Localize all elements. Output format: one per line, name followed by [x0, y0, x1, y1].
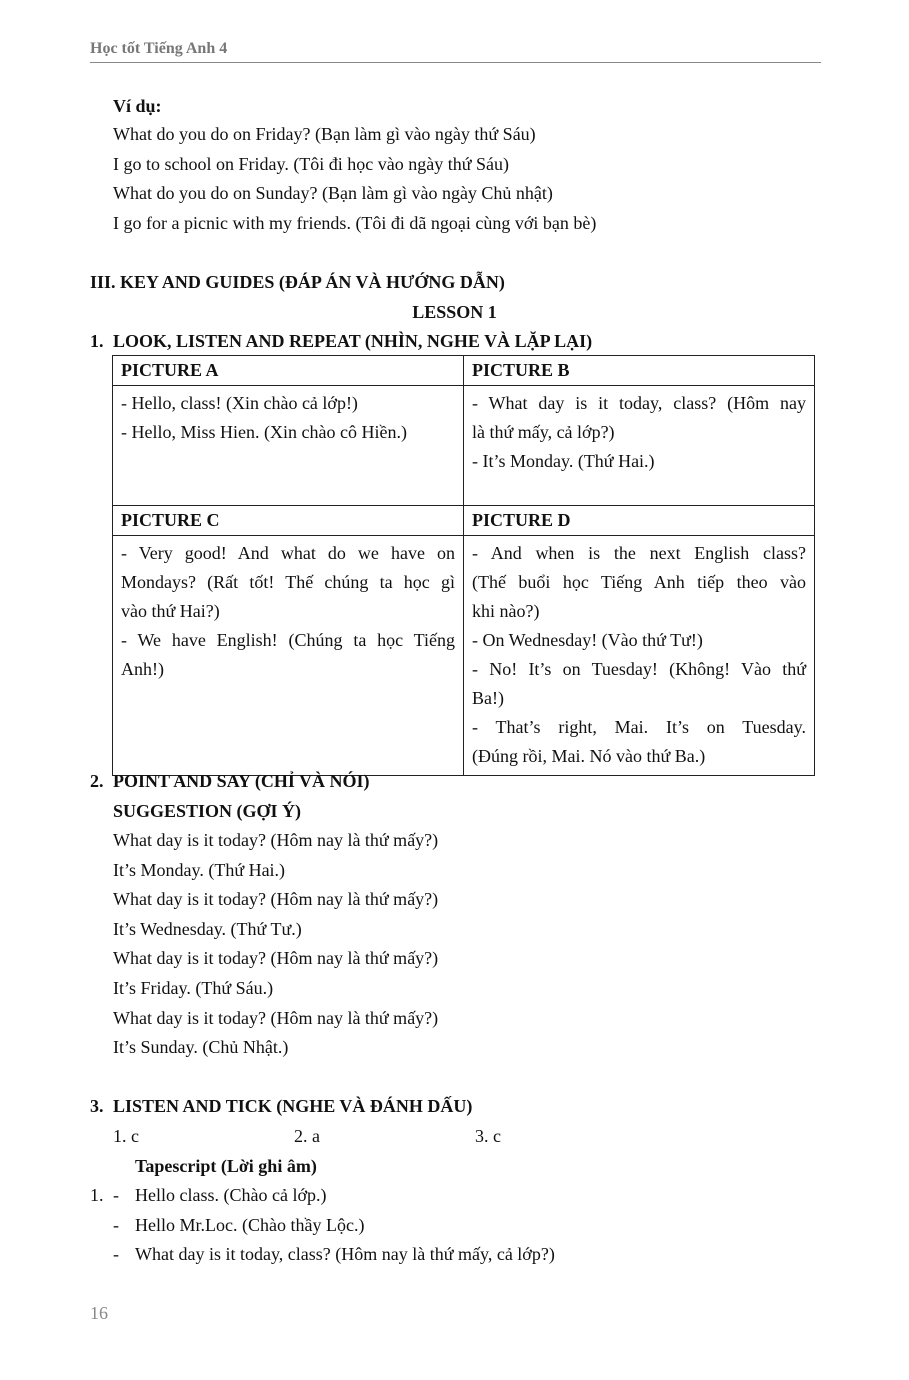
suggestion-line: It’s Sunday. (Chủ Nhật.) [113, 1037, 289, 1057]
dialogue-line: (Thế buổi học Tiếng Anh tiếp theo vào [472, 572, 806, 592]
suggestion-line: What day is it today? (Hôm nay là thứ mấy?) [113, 830, 439, 850]
example-line: What do you do on Friday? (Bạn làm gì vào ngày thứ Sáu) [113, 124, 536, 144]
picture-a-header: PICTURE A [113, 356, 464, 386]
part-title: LOOK, LISTEN AND REPEAT (NHÌN, NGHE VÀ LẶP LẠI) [113, 331, 593, 351]
example-line: I go for a picnic with my friends. (Tôi đi dã ngoại cùng với bạn bè) [113, 213, 597, 233]
part-title: POINT AND SAY (CHỈ VÀ NÓI) [113, 771, 370, 791]
table-row [113, 386, 815, 506]
example-line: What do you do on Sunday? (Bạn làm gì vào ngày Chủ nhật) [113, 183, 553, 203]
table-row [113, 536, 815, 776]
dialogue-line: khi nào?) [472, 601, 540, 621]
part-number: 1. [90, 331, 104, 351]
suggestion-line: It’s Monday. (Thứ Hai.) [113, 860, 286, 880]
picture-b-header: PICTURE B [464, 356, 815, 386]
picture-c-cell [113, 536, 464, 776]
header-rule [90, 62, 821, 63]
suggestion-label: SUGGESTION (GỢI Ý) [113, 801, 302, 821]
section-heading: III. KEY AND GUIDES (ĐÁP ÁN VÀ HƯỚNG DẪN) [90, 272, 505, 292]
answer-item: 3. c [475, 1126, 501, 1146]
script-dash: - [113, 1215, 119, 1235]
tapescript-label: Tapescript (Lời ghi âm) [135, 1156, 317, 1176]
suggestion-line: It’s Wednesday. (Thứ Tư.) [113, 919, 302, 939]
part-title: LISTEN AND TICK (NGHE VÀ ĐÁNH DẤU) [113, 1096, 473, 1116]
pictures-table [112, 355, 815, 776]
picture-d-cell [464, 536, 815, 776]
suggestion-line: What day is it today? (Hôm nay là thứ mấy?) [113, 889, 439, 909]
script-line: Hello class. (Chào cả lớp.) [135, 1185, 327, 1205]
dialogue-line: - No! It’s on Tuesday! (Không! Vào thứ [472, 659, 806, 679]
answer-item: 2. a [294, 1126, 320, 1146]
suggestion-line: It’s Friday. (Thứ Sáu.) [113, 978, 274, 998]
dialogue-line: - That’s right, Mai. It’s on Tuesday. [472, 717, 806, 737]
dialogue-line: Ba!) [472, 688, 504, 708]
script-line: Hello Mr.Loc. (Chào thầy Lộc.) [135, 1215, 365, 1235]
table-row [113, 356, 815, 386]
dialogue-line: vào thứ Hai?) [121, 601, 220, 621]
dialogue-line: - And when is the next English class? [472, 543, 806, 563]
dialogue-line: - Hello, Miss Hien. (Xin chào cô Hiền.) [121, 422, 407, 442]
dialogue-line: - We have English! (Chúng ta học Tiếng [121, 630, 455, 650]
dialogue-line: là thứ mấy, cả lớp?) [472, 422, 615, 442]
dialogue-line: - Hello, class! (Xin chào cả lớp!) [121, 393, 358, 413]
script-item-number: 1. [90, 1185, 104, 1205]
page-number: 16 [90, 1303, 108, 1323]
part-number: 3. [90, 1096, 104, 1116]
suggestion-line: What day is it today? (Hôm nay là thứ mấy?) [113, 1008, 439, 1028]
dialogue-line: (Đúng rồi, Mai. Nó vào thứ Ba.) [472, 746, 706, 766]
picture-c-header: PICTURE C [113, 506, 464, 536]
dialogue-line: Mondays? (Rất tốt! Thế chúng ta học gì [121, 572, 455, 592]
script-dash: - [113, 1244, 119, 1264]
picture-b-cell [464, 386, 815, 506]
lesson-heading: LESSON 1 [412, 302, 497, 322]
part-number: 2. [90, 771, 104, 791]
table-row [113, 506, 815, 536]
dialogue-line: - Very good! And what do we have on [121, 543, 455, 563]
dialogue-line: - On Wednesday! (Vào thứ Tư!) [472, 630, 703, 650]
suggestion-line: What day is it today? (Hôm nay là thứ mấy?) [113, 948, 439, 968]
script-dash: - [113, 1185, 119, 1205]
script-line: What day is it today, class? (Hôm nay là thứ mấy, cả lớp?) [135, 1244, 555, 1264]
running-header: Học tốt Tiếng Anh 4 [90, 40, 228, 57]
example-label: Ví dụ: [113, 96, 162, 116]
dialogue-line: Anh!) [121, 659, 164, 679]
picture-d-header: PICTURE D [464, 506, 815, 536]
picture-a-cell [113, 386, 464, 506]
dialogue-line: - What day is it today, class? (Hôm nay [472, 393, 806, 413]
example-line: I go to school on Friday. (Tôi đi học vào ngày thứ Sáu) [113, 154, 510, 174]
dialogue-line: - It’s Monday. (Thứ Hai.) [472, 451, 655, 471]
answer-item: 1. c [113, 1126, 139, 1146]
